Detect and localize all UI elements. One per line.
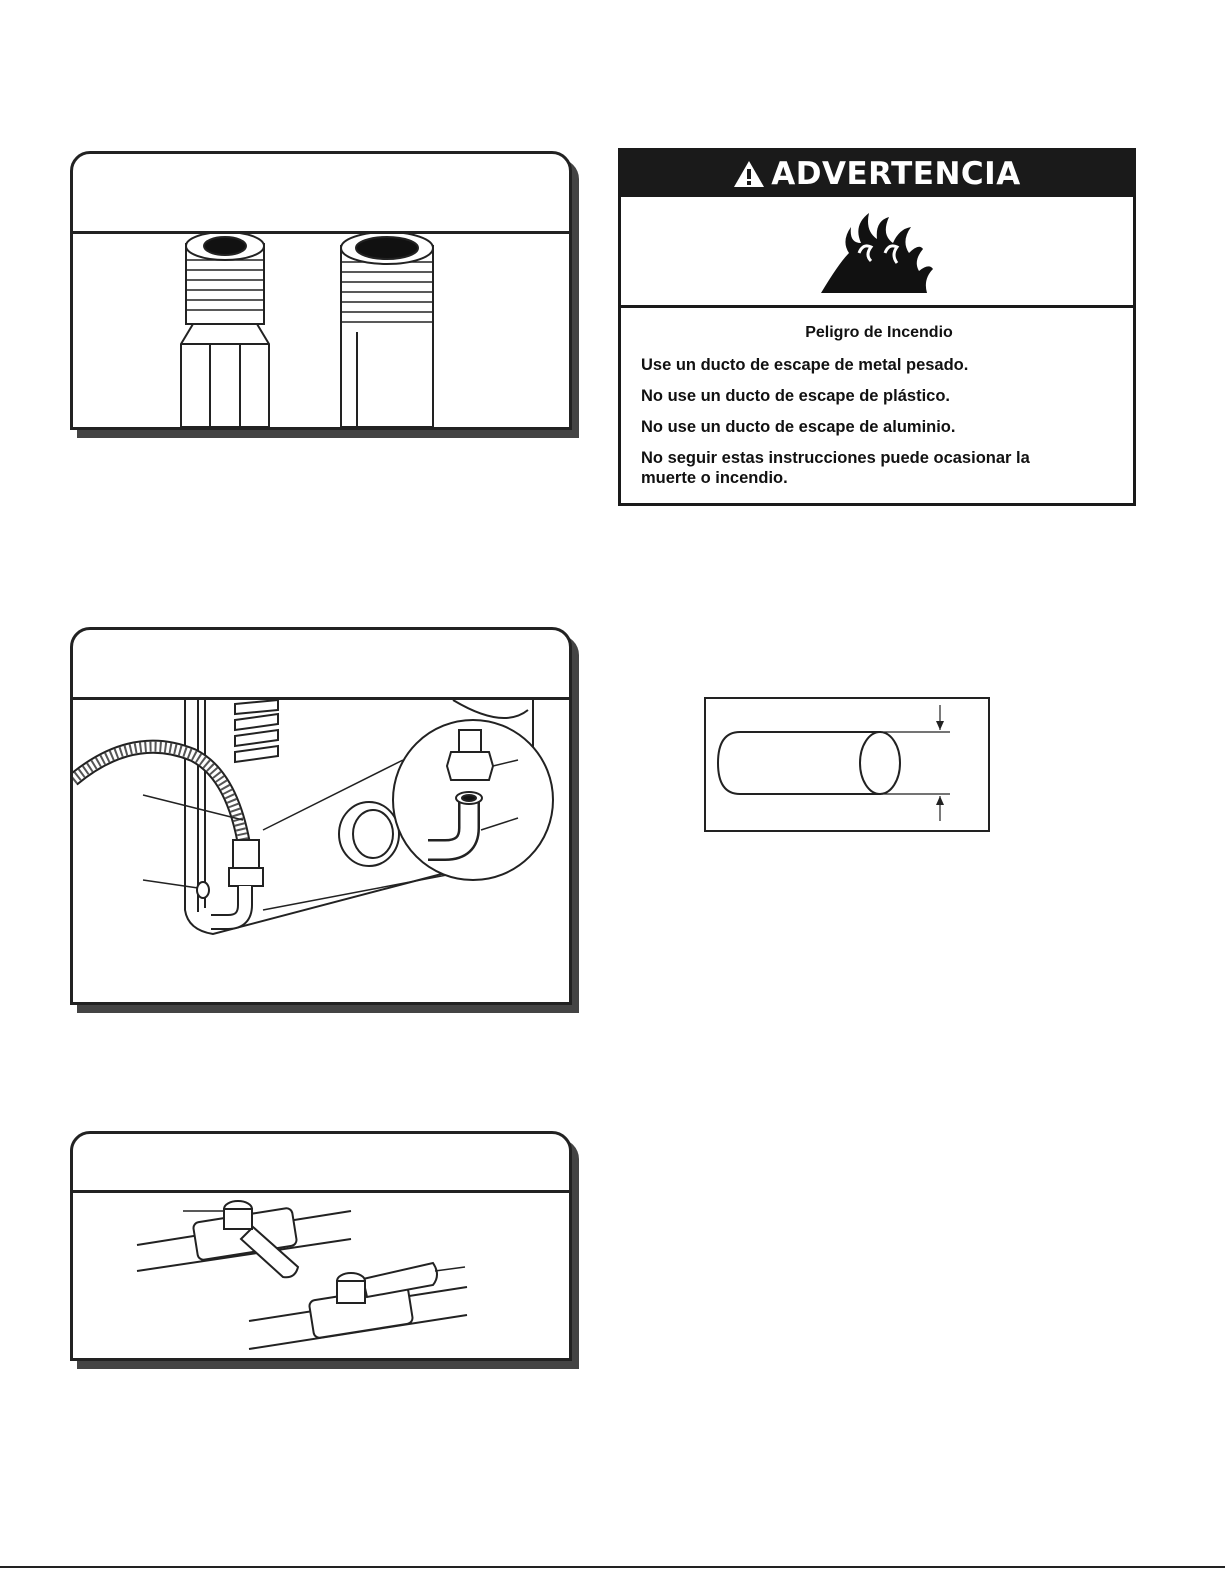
figure-header-band bbox=[73, 154, 569, 234]
hazard-title: Peligro de Incendio bbox=[805, 324, 953, 341]
warning-label bbox=[618, 148, 1136, 506]
duct-cylinder-illustration bbox=[706, 699, 988, 830]
fire-hazard-icon bbox=[819, 213, 939, 295]
warning-line: Use un ducto de escape de metal pesado. bbox=[641, 356, 969, 374]
duct-diameter-diagram bbox=[704, 697, 990, 832]
figure-gas-connection bbox=[70, 627, 572, 1005]
warning-banner bbox=[621, 151, 1133, 197]
page-bottom-rule bbox=[0, 1566, 1225, 1568]
shutoff-valves-illustration bbox=[73, 1193, 569, 1358]
pictogram-area bbox=[621, 197, 1133, 308]
figure-header-band bbox=[73, 1134, 569, 1193]
warning-line: No use un ducto de escape de aluminio. bbox=[641, 418, 956, 436]
warning-triangle-icon bbox=[733, 160, 765, 188]
signal-word: ADVERTENCIA bbox=[771, 156, 1021, 192]
figure-pipe-fittings bbox=[70, 151, 572, 430]
warning-message bbox=[641, 323, 1117, 499]
gas-connection-illustration bbox=[73, 700, 569, 1002]
warning-line: No seguir estas instrucciones puede ocasionar la muerte o incendio. bbox=[641, 449, 1030, 487]
warning-line: No use un ducto de escape de plástico. bbox=[641, 387, 950, 405]
figure-header-band bbox=[73, 630, 569, 700]
figure-shutoff-valves bbox=[70, 1131, 572, 1361]
pipe-fittings-illustration bbox=[73, 234, 569, 427]
